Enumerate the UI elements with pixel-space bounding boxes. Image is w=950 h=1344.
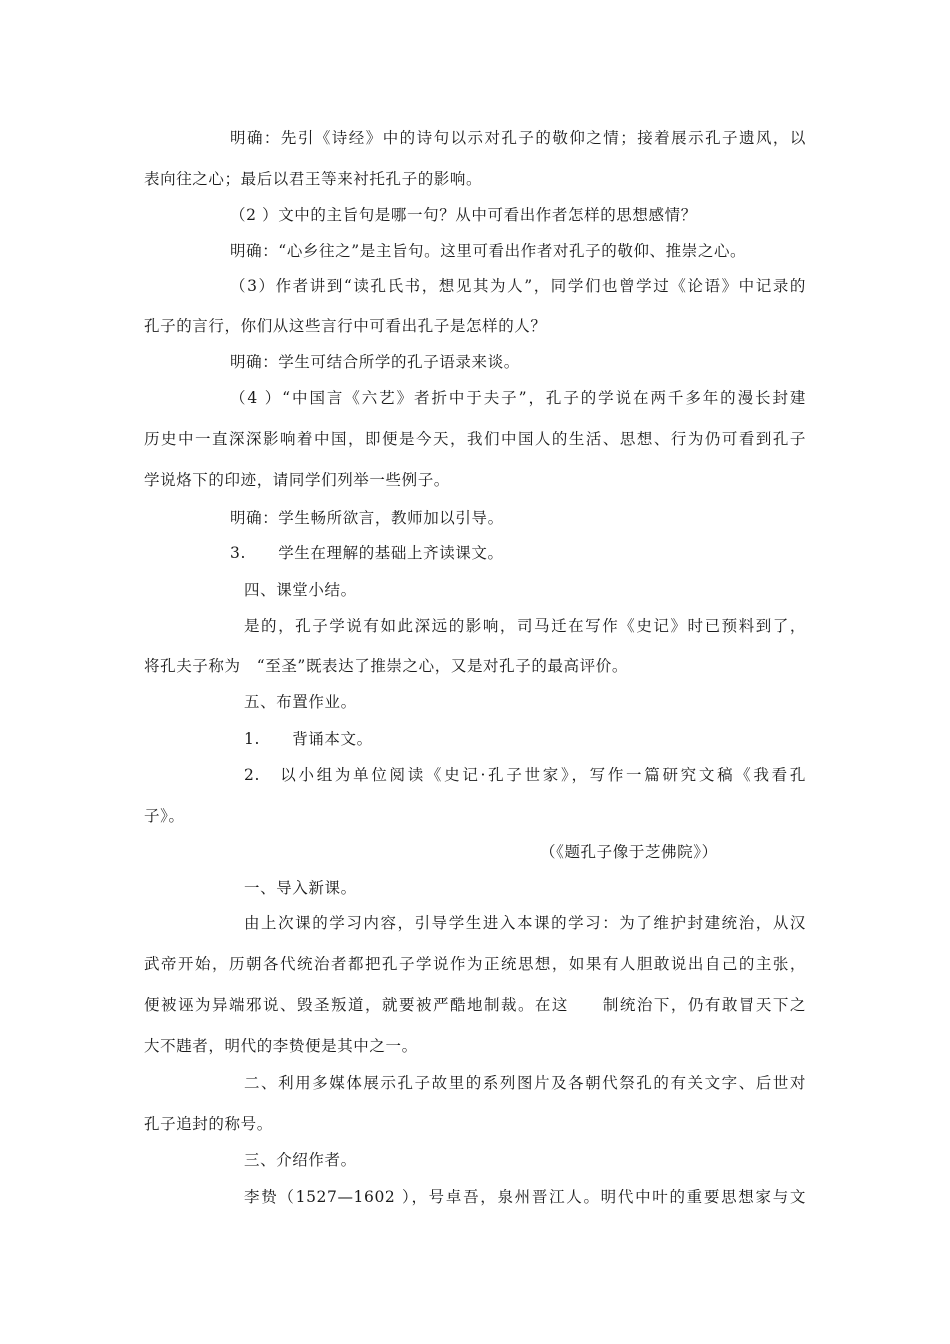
step-3: 3. 学生在理解的基础上齐读课文。 bbox=[230, 544, 504, 562]
heading-homework: 五、布置作业。 bbox=[244, 693, 357, 711]
question-4-line-2: 历史中一直深深影响着中国，即便是今天，我们中国人的生活、思想、行为仍可看到孔子 bbox=[144, 430, 806, 448]
question-3-line-1: （3）作者讲到“读孔氏书，想见其为人”，同学们也曾学过《论语》中记录的 bbox=[230, 277, 806, 295]
homework-1: 1. 背诵本文。 bbox=[244, 730, 373, 748]
intro-line-1: 由上次课的学习内容，引导学生进入本课的学习：为了维护封建统治，从汉 bbox=[244, 914, 806, 932]
heading-intro: 一、导入新课。 bbox=[244, 879, 357, 897]
intro-line-2: 武帝开始，历朝各代统治者都把孔子学说作为正统思想，如果有人胆敢说出自己的主张， bbox=[144, 955, 806, 973]
question-2: （2 ）文中的主旨句是哪一句？从中可看出作者怎样的思想感情？ bbox=[230, 206, 697, 224]
summary-line-2: 将孔夫子称为 “至圣”既表达了推崇之心，又是对孔子的最高评价。 bbox=[144, 657, 628, 675]
heading-author: 三、介绍作者。 bbox=[244, 1151, 357, 1169]
question-4-line-1: （4 ）“中国言《六艺》者折中于夫子”，孔子的学说在两千多年的漫长封建 bbox=[230, 389, 806, 407]
heading-summary: 四、课堂小结。 bbox=[244, 581, 357, 599]
answer-1-line-2: 表向往之心；最后以君王等来衬托孔子的影响。 bbox=[144, 170, 483, 188]
heading-multimedia-line-1: 二、利用多媒体展示孔子故里的系列图片及各朝代祭孔的有关文字、后世对 bbox=[244, 1074, 806, 1092]
lesson-title: （《题孔子像于芝佛院》） bbox=[540, 843, 718, 861]
question-3-line-2: 孔子的言行，你们从这些言行中可看出孔子是怎样的人？ bbox=[144, 317, 547, 335]
answer-2: 明确：“心乡往之”是主旨句。这里可看出作者对孔子的敬仰、推崇之心。 bbox=[230, 242, 747, 260]
question-4-line-3: 学说烙下的印迹，请同学们列举一些例子。 bbox=[144, 471, 450, 489]
heading-multimedia-line-2: 孔子追封的称号。 bbox=[144, 1115, 273, 1133]
answer-1-line-1: 明确：先引《诗经》中的诗句以示对孔子的敬仰之情；接着展示孔子遗风，以 bbox=[230, 129, 806, 147]
answer-4: 明确：学生畅所欲言，教师加以引导。 bbox=[230, 509, 504, 527]
homework-2-line-1: 2. 以小组为单位阅读《史记·孔子世家》，写作一篇研究文稿《我看孔 bbox=[244, 766, 806, 784]
intro-line-3: 便被诬为异端邪说、毁圣叛道，就要被严酷地制裁。在这 制统治下，仍有敢冒天下之 bbox=[144, 996, 806, 1014]
intro-line-4: 大不韪者，明代的李贽便是其中之一。 bbox=[144, 1037, 418, 1055]
answer-3: 明确：学生可结合所学的孔子语录来谈。 bbox=[230, 353, 520, 371]
summary-line-1: 是的，孔子学说有如此深远的影响，司马迁在写作《史记》时已预料到了， bbox=[244, 617, 806, 635]
author-line-1: 李贽（1527—1602 ），号卓吾，泉州晋江人。明代中叶的重要思想家与文 bbox=[244, 1188, 806, 1206]
homework-2-line-2: 子》。 bbox=[144, 807, 185, 825]
